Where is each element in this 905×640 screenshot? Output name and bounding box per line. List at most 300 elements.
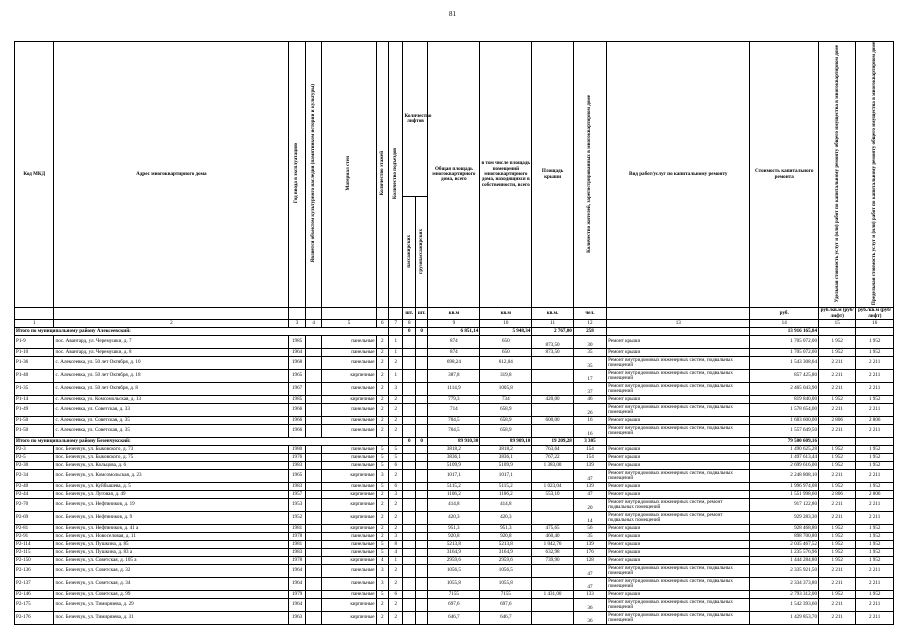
entrances-count: 2 xyxy=(388,578,403,591)
table-row xyxy=(15,454,894,462)
area-total: 387,8 xyxy=(428,370,480,383)
unit-cost: 1 952 xyxy=(819,557,856,565)
residents-count: 46 xyxy=(573,396,606,404)
header-floors: Количество этажей xyxy=(376,42,388,308)
entrances-count: 6 xyxy=(388,483,403,491)
work-type: Ремонт крыши xyxy=(607,549,750,557)
table-cell xyxy=(388,328,403,336)
floors-count: 2 xyxy=(376,336,388,349)
entrances-count: 2 xyxy=(388,525,403,533)
repair-cost: 2 793 312,00 xyxy=(750,591,819,599)
residents-count: 35 xyxy=(573,533,606,541)
area-total: 697,6 xyxy=(428,599,480,612)
unit-lifts-cargo: шт. xyxy=(415,308,427,320)
work-type: Ремонт внутридомовых инженерных систем, подвальных помещений xyxy=(607,404,750,417)
wall-material: панельные xyxy=(322,541,376,549)
commission-year: 1985 xyxy=(289,336,306,349)
heritage-cell xyxy=(305,533,322,541)
column-number-row xyxy=(15,320,894,328)
unit-cost: 2 211 xyxy=(819,612,856,625)
lifts-cargo-cell xyxy=(415,483,427,491)
heritage-cell xyxy=(305,499,322,512)
repair-cost: 1 429 853,70 xyxy=(750,612,819,625)
max-cost: 1 952 xyxy=(856,446,894,454)
max-cost: 2 211 xyxy=(856,470,894,483)
roof-area xyxy=(532,512,574,525)
heritage-cell xyxy=(305,454,322,462)
house-code: Р2-175 xyxy=(15,599,54,612)
lifts-cargo-cell xyxy=(415,417,427,425)
wall-material: кирпичные xyxy=(322,491,376,499)
area-owned: 1055,8 xyxy=(480,578,532,591)
entrances-count: 1 xyxy=(388,370,403,383)
table-row xyxy=(15,425,894,438)
unit-cost: 1 952 xyxy=(819,549,856,557)
table-cell xyxy=(388,438,403,446)
wall-material: кирпичные xyxy=(322,612,376,625)
column-number: 2 xyxy=(54,320,289,328)
entrances-count: 2 xyxy=(388,470,403,483)
commission-year: 1953 xyxy=(289,499,306,512)
commission-year: 1966 xyxy=(289,425,306,438)
area-total: 779,3 xyxy=(428,396,480,404)
max-cost: 1 952 xyxy=(856,454,894,462)
house-code: Р1-50 xyxy=(15,417,54,425)
area-total: 3164,9 xyxy=(428,549,480,557)
table-row xyxy=(15,565,894,578)
repair-cost: 2 334 373,80 xyxy=(750,578,819,591)
unit-area-owned: кв.м xyxy=(480,308,532,320)
work-type: Ремонт внутридомовых инженерных систем, ремонт подвальных помещений xyxy=(607,499,750,512)
work-type: Ремонт крыши xyxy=(607,557,750,565)
entrances-count: 2 xyxy=(388,396,403,404)
area-total: 1056,5 xyxy=(428,565,480,578)
work-type: Ремонт крыши xyxy=(607,446,750,454)
roof-area: 1 023,04 xyxy=(532,483,574,491)
roof-area: 553,10 xyxy=(532,491,574,499)
district-total-label: Итого по муниципальному району Безенчукский: xyxy=(15,438,389,446)
column-number: 8 xyxy=(403,320,415,328)
commission-year: 1980 xyxy=(289,446,306,454)
column-number: 3 xyxy=(289,320,306,328)
area-owned: 1106,2 xyxy=(480,491,532,499)
table-row xyxy=(15,612,894,625)
floors-count: 2 xyxy=(376,612,388,625)
wall-material: панельные xyxy=(322,454,376,462)
lifts-cargo-cell xyxy=(415,446,427,454)
table-row xyxy=(15,525,894,533)
area-owned: 319,8 xyxy=(480,370,532,383)
repair-cost: 857 425,80 xyxy=(750,370,819,383)
table-row xyxy=(15,512,894,525)
header-area-owned: в том числе площадь помещений многоквартирного дома, находящихся в собственности, всего xyxy=(480,42,532,308)
house-address: пос. Безенчук, ул. Тимирязева, д. 31 xyxy=(54,612,289,625)
commission-year: 1966 xyxy=(289,404,306,417)
total-area-owned: 89 909,10 xyxy=(480,438,532,446)
house-code: Р1-14 xyxy=(15,396,54,404)
house-address: с. Алексеевка, ул. Советская, д. 35 xyxy=(54,425,289,438)
entrances-count: 2 xyxy=(388,417,403,425)
lifts-pass-cell xyxy=(403,557,415,565)
total-lifts-cargo: 0 xyxy=(415,438,427,446)
floors-count: 2 xyxy=(376,499,388,512)
lifts-cargo-cell xyxy=(415,370,427,383)
house-code: Р2-70 xyxy=(15,499,54,512)
house-code: Р2-176 xyxy=(15,612,54,625)
lifts-pass-cell xyxy=(403,370,415,383)
roof-area xyxy=(532,470,574,483)
max-cost: 2 211 xyxy=(856,578,894,591)
table-row xyxy=(15,491,894,499)
house-code: Р2-137 xyxy=(15,578,54,591)
lifts-cargo-cell xyxy=(415,557,427,565)
lifts-pass-cell xyxy=(403,483,415,491)
commission-year: 1983 xyxy=(289,549,306,557)
area-owned: 650 xyxy=(480,349,532,357)
commission-year: 1985 xyxy=(289,396,306,404)
wall-material: панельные xyxy=(322,349,376,357)
residents-count: 47 xyxy=(573,565,606,578)
lifts-pass-cell xyxy=(403,499,415,512)
wall-material: панельные xyxy=(322,578,376,591)
work-type: Ремонт крыши xyxy=(607,349,750,357)
wall-material: кирпичные xyxy=(322,370,376,383)
lifts-pass-cell xyxy=(403,404,415,417)
area-total: 5109,9 xyxy=(428,462,480,470)
floors-count: 2 xyxy=(376,425,388,438)
unit-cost: 1 952 xyxy=(819,591,856,599)
table-cell xyxy=(607,438,750,446)
floors-count: 2 xyxy=(376,404,388,417)
max-cost: 1 952 xyxy=(856,549,894,557)
roof-area: 475,65 xyxy=(532,525,574,533)
commission-year: 1965 xyxy=(289,470,306,483)
residents-count: 47 xyxy=(573,578,606,591)
unit-cost: 2 211 xyxy=(819,565,856,578)
commission-year: 1978 xyxy=(289,557,306,565)
wall-material: панельные xyxy=(322,383,376,396)
max-cost: 2 211 xyxy=(856,425,894,438)
heritage-cell xyxy=(305,396,322,404)
unit-cost: 1 952 xyxy=(819,396,856,404)
residents-count: 14 xyxy=(573,512,606,525)
area-owned: 697,6 xyxy=(480,599,532,612)
house-address: с. Алексеевка, ул. Советская, д. 33 xyxy=(54,404,289,417)
work-type: Ремонт внутридомовых инженерных систем, подвальных помещений xyxy=(607,383,750,396)
residents-count: 176 xyxy=(573,549,606,557)
residents-count: 47 xyxy=(573,470,606,483)
roof-area xyxy=(532,599,574,612)
house-code: Р2-150 xyxy=(15,557,54,565)
entrances-count: 2 xyxy=(388,612,403,625)
header-lifts-group: Количество лифтов xyxy=(403,42,428,197)
lifts-cargo-cell xyxy=(415,612,427,625)
lifts-pass-cell xyxy=(403,425,415,438)
column-number: 16 xyxy=(856,320,894,328)
floors-count: 2 xyxy=(376,357,388,370)
total-lifts-pass: 0 xyxy=(403,328,415,336)
column-number: 4 xyxy=(305,320,322,328)
lifts-pass-cell xyxy=(403,599,415,612)
unit-cost: 2 211 xyxy=(819,599,856,612)
floors-count: 2 xyxy=(376,525,388,533)
table-row xyxy=(15,499,894,512)
entrances-count: 8 xyxy=(388,541,403,549)
area-total: 1114,9 xyxy=(428,383,480,396)
roof-area: 420,00 xyxy=(532,396,574,404)
work-type: Ремонт крыши xyxy=(607,533,750,541)
residents-count: 36 xyxy=(573,599,606,612)
max-cost: 2 211 xyxy=(856,499,894,512)
lifts-cargo-cell xyxy=(415,462,427,470)
unit-cost: руб. xyxy=(750,308,819,320)
lifts-pass-cell xyxy=(403,446,415,454)
area-total: 7155 xyxy=(428,591,480,599)
commission-year: 1964 xyxy=(289,349,306,357)
unit-cost: 2 806 xyxy=(819,417,856,425)
work-type: Ремонт крыши xyxy=(607,483,750,491)
residents-count: 133 xyxy=(573,591,606,599)
lifts-cargo-cell xyxy=(415,396,427,404)
residents-count: 36 xyxy=(573,612,606,625)
entrances-count: 2 xyxy=(388,512,403,525)
column-number xyxy=(415,320,427,328)
roof-area xyxy=(532,357,574,370)
floors-count: 3 xyxy=(376,565,388,578)
lifts-pass-cell xyxy=(403,512,415,525)
heritage-cell xyxy=(305,565,322,578)
roof-area xyxy=(532,612,574,625)
table-row xyxy=(15,599,894,612)
column-number: 12 xyxy=(573,320,606,328)
max-cost: 1 952 xyxy=(856,591,894,599)
lifts-pass-cell xyxy=(403,383,415,396)
floors-count: 2 xyxy=(376,396,388,404)
residents-count: 30 xyxy=(573,336,606,349)
residents-count: 35 xyxy=(573,349,606,357)
column-number: 14 xyxy=(750,320,819,328)
commission-year: 1964 xyxy=(289,599,306,612)
wall-material: панельные xyxy=(322,565,376,578)
repair-cost: 1 683 600,00 xyxy=(750,417,819,425)
header-cost: Стоимость капитального ремонта xyxy=(750,42,819,308)
repair-cost: 2 248 808,10 xyxy=(750,470,819,483)
total-area: 6 851,14 xyxy=(428,328,480,336)
floors-count: 5 xyxy=(376,462,388,470)
entrances-count: 2 xyxy=(388,599,403,612)
table-row xyxy=(15,549,894,557)
residents-count: 16 xyxy=(573,417,606,425)
lifts-pass-cell xyxy=(403,533,415,541)
residents-count: 47 xyxy=(573,491,606,499)
wall-material: панельные xyxy=(322,417,376,425)
entrances-count: 3 xyxy=(388,383,403,396)
area-total: 2959,6 xyxy=(428,557,480,565)
repair-program-table xyxy=(14,41,894,625)
header-area-total: Общая площадь многоквартирного дома, всего xyxy=(428,42,480,308)
wall-material: кирпичные xyxy=(322,512,376,525)
work-type: Ремонт внутридомовых инженерных систем, подвальных помещений xyxy=(607,370,750,383)
lifts-cargo-cell xyxy=(415,470,427,483)
house-address: пос. Безенчук, ул. Советская, д. 105 а xyxy=(54,557,289,565)
max-cost: 1 952 xyxy=(856,336,894,349)
roof-area: 600,00 xyxy=(532,417,574,425)
unit-cost: 1 952 xyxy=(819,446,856,454)
area-total: 5213,8 xyxy=(428,541,480,549)
entrances-count: 3 xyxy=(388,491,403,499)
lifts-cargo-cell xyxy=(415,578,427,591)
max-cost: 2 211 xyxy=(856,383,894,396)
roof-area xyxy=(532,499,574,512)
area-total: 920,8 xyxy=(428,533,480,541)
area-total: 646,7 xyxy=(428,612,480,625)
house-address: с. Алексеевка, ул. Советская, д. 35 xyxy=(54,417,289,425)
header-year: Год ввода в эксплуатацию xyxy=(289,42,306,308)
area-owned: 658,9 xyxy=(480,417,532,425)
house-address: с. Алексеевка, ул. 50 лет Октября, д. 8 xyxy=(54,383,289,396)
commission-year: 1983 xyxy=(289,462,306,470)
roof-area xyxy=(532,425,574,438)
total-lifts-cargo: 0 xyxy=(415,328,427,336)
area-total: 3836,1 xyxy=(428,454,480,462)
residents-count: 128 xyxy=(573,557,606,565)
lifts-pass-cell xyxy=(403,549,415,557)
floors-count: 5 xyxy=(376,483,388,491)
area-owned: 734 xyxy=(480,396,532,404)
roof-area: 1 431,00 xyxy=(532,591,574,599)
entrances-count: 1 xyxy=(388,557,403,565)
column-number: 9 xyxy=(428,320,480,328)
house-address: пос. Безенчук, ул. Куйбышева, д. 5 xyxy=(54,483,289,491)
house-address: пос. Авангард, ул. Черемушки, д. 7 xyxy=(54,336,289,349)
house-address: пос. Безенчук, ул. Луговая, д. 49 xyxy=(54,491,289,499)
roof-area: 739,90 xyxy=(532,557,574,565)
house-code: Р1-35 xyxy=(15,383,54,396)
repair-cost: 1 542 393,60 xyxy=(750,599,819,612)
floors-count: 2 xyxy=(376,383,388,396)
unit-residents: чел. xyxy=(573,308,606,320)
repair-cost: 1 235 576,96 xyxy=(750,549,819,557)
roof-area xyxy=(532,404,574,417)
unit-roof: кв.м. xyxy=(532,308,574,320)
header-heritage: Является объектом культурного наследия (памятником истории и культуры) xyxy=(305,42,322,308)
floors-count: 3 xyxy=(376,578,388,591)
area-owned: 2959,6 xyxy=(480,557,532,565)
max-cost: 1 952 xyxy=(856,557,894,565)
commission-year: 1957 xyxy=(289,491,306,499)
lifts-pass-cell xyxy=(403,336,415,349)
residents-count: 56 xyxy=(573,525,606,533)
column-number: 15 xyxy=(819,320,856,328)
heritage-cell xyxy=(305,549,322,557)
table-cell xyxy=(819,438,856,446)
table-row xyxy=(15,349,894,357)
heritage-cell xyxy=(305,612,322,625)
residents-count: 26 xyxy=(573,404,606,417)
house-code: Р2-5 xyxy=(15,454,54,462)
header-residents: Количество жителей, зарегистрированных в многоквартирном доме xyxy=(573,42,606,308)
unit-cost: 1 952 xyxy=(819,541,856,549)
max-cost: 1 952 xyxy=(856,462,894,470)
area-owned: 650 xyxy=(480,336,532,349)
max-cost: 2 211 xyxy=(856,370,894,383)
house-code: Р2-136 xyxy=(15,565,54,578)
lifts-cargo-cell xyxy=(415,599,427,612)
work-type: Ремонт внутридомовых инженерных систем, подвальных помещений xyxy=(607,425,750,438)
header-address: Адрес многоквартирного дома xyxy=(54,42,289,308)
area-owned: 920,8 xyxy=(480,533,532,541)
area-total: 874 xyxy=(428,336,480,349)
unit-cost: 1 952 xyxy=(819,462,856,470)
repair-cost: 2 465 043,90 xyxy=(750,383,819,396)
house-code: Р1-9 xyxy=(15,336,54,349)
wall-material: панельные xyxy=(322,483,376,491)
unit-cost: 2 211 xyxy=(819,499,856,512)
work-type: Ремонт внутридомовых инженерных систем, подвальных помещений xyxy=(607,612,750,625)
total-residents: 3 305 xyxy=(573,438,606,446)
residents-count: 154 xyxy=(573,446,606,454)
max-cost: 2 211 xyxy=(856,612,894,625)
max-cost: 2 211 xyxy=(856,599,894,612)
total-area-owned: 5 948,34 xyxy=(480,328,532,336)
table-body xyxy=(15,320,894,625)
table-row xyxy=(15,336,894,349)
commission-year: 1967 xyxy=(289,383,306,396)
area-total: 1106,2 xyxy=(428,491,480,499)
lifts-pass-cell xyxy=(403,454,415,462)
column-number: 1 xyxy=(15,320,54,328)
table-cell xyxy=(819,328,856,336)
residents-count: 16 xyxy=(573,425,606,438)
table-row xyxy=(15,383,894,396)
repair-cost: 1 557 649,50 xyxy=(750,425,819,438)
lifts-pass-cell xyxy=(403,357,415,370)
residents-count: 20 xyxy=(573,499,606,512)
house-code: Р2-34 xyxy=(15,470,54,483)
roof-area: 767,22 xyxy=(532,454,574,462)
max-cost: 1 952 xyxy=(856,533,894,541)
heritage-cell xyxy=(305,462,322,470)
repair-cost: 2 335 921,50 xyxy=(750,565,819,578)
lifts-cargo-cell xyxy=(415,565,427,578)
lifts-cargo-cell xyxy=(415,383,427,396)
lifts-pass-cell xyxy=(403,491,415,499)
max-cost: 2 211 xyxy=(856,404,894,417)
table-row xyxy=(15,357,894,370)
heritage-cell xyxy=(305,591,322,599)
lifts-cargo-cell xyxy=(415,549,427,557)
area-total: 951,3 xyxy=(428,525,480,533)
unit-cost: 1 952 xyxy=(819,533,856,541)
house-code: Р2-91 xyxy=(15,533,54,541)
area-total: 704,5 xyxy=(428,417,480,425)
unit-lifts-pass: шт. xyxy=(403,308,415,320)
unit-cost: 1 952 xyxy=(819,483,856,491)
heritage-cell xyxy=(305,599,322,612)
roof-area: 873,50 xyxy=(532,336,574,349)
house-address: пос. Безенчук, ул. Нефтяников, д. 9 xyxy=(54,512,289,525)
house-address: пос. Безенчук, ул. Нефтяников, д. 41 а xyxy=(54,525,289,533)
header-lifts-cargo: грузопассажирских xyxy=(415,197,427,308)
unit-cost: 2 211 xyxy=(819,370,856,383)
repair-cost: 1 578 654,00 xyxy=(750,404,819,417)
residents-count: 37 xyxy=(573,383,606,396)
residents-count: 139 xyxy=(573,462,606,470)
house-code: Р1-40 xyxy=(15,370,54,383)
area-owned: 951,3 xyxy=(480,525,532,533)
commission-year: 1981 xyxy=(289,541,306,549)
repair-cost: 928 468,80 xyxy=(750,525,819,533)
